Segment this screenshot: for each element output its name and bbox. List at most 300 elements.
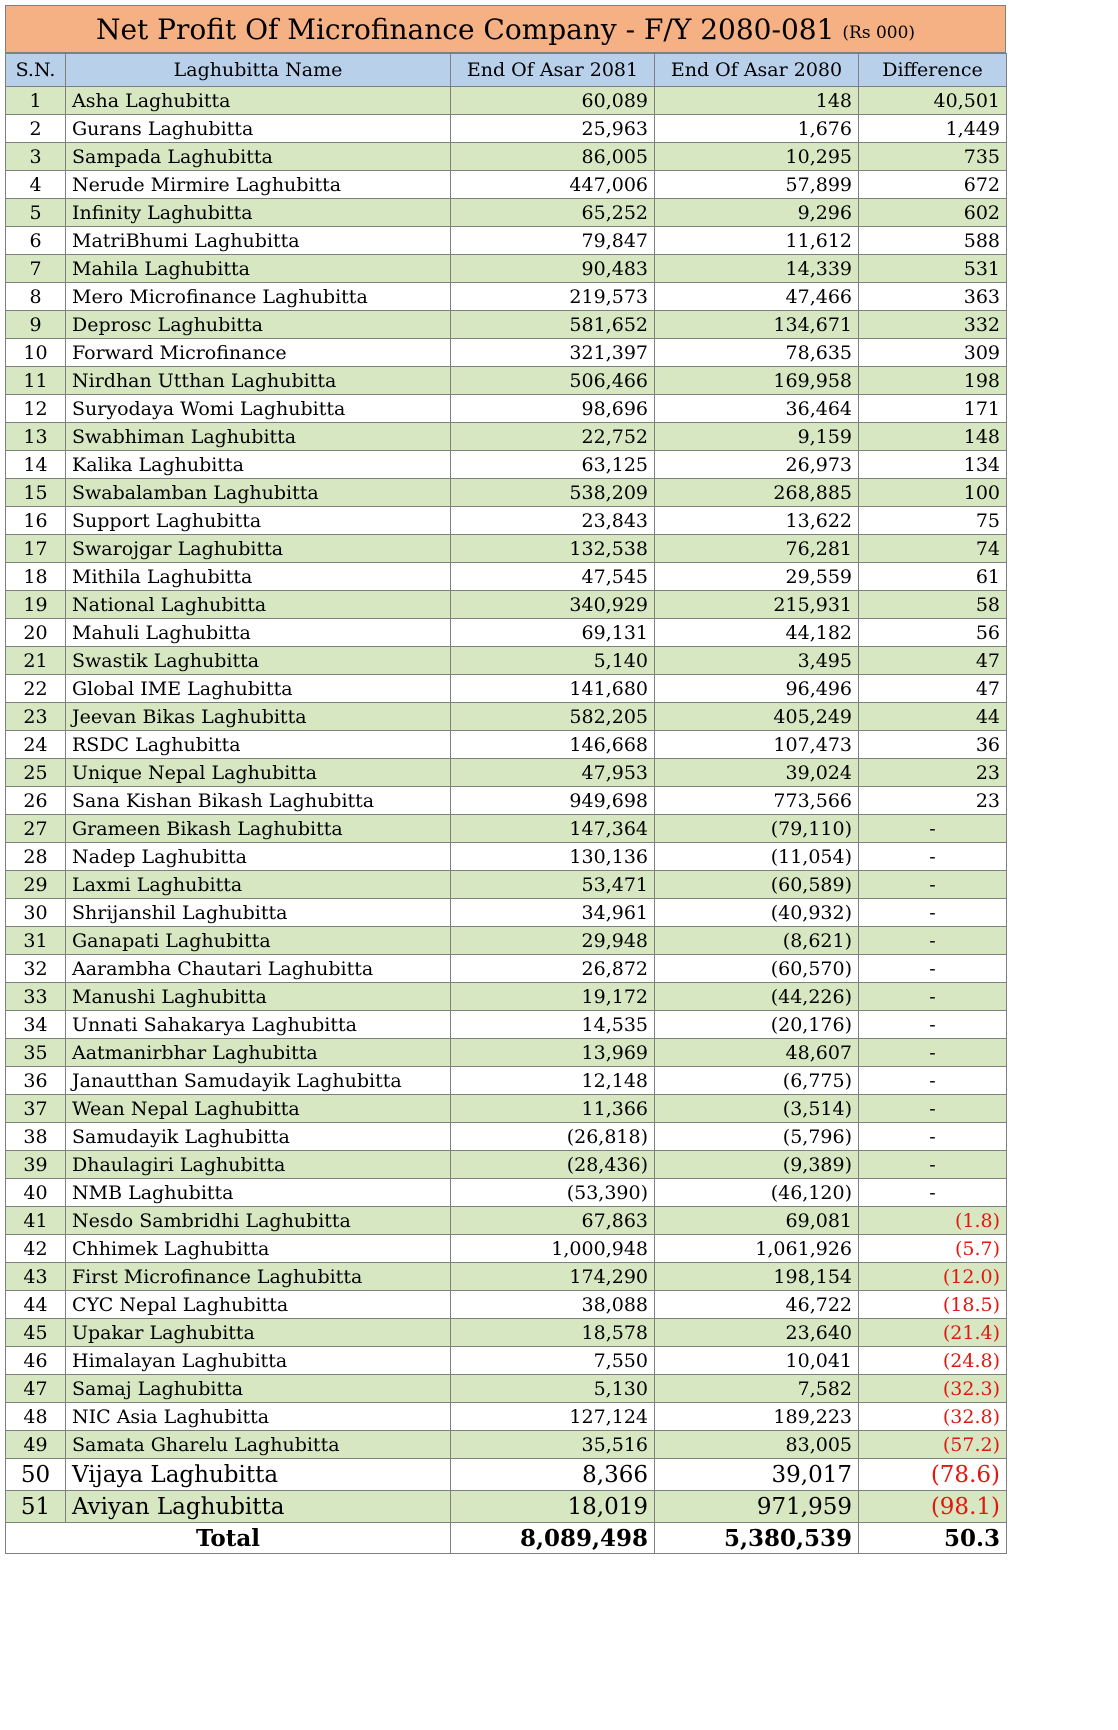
cell-asar-2080: (5,796) [655,1123,859,1151]
cell-name: Aarambha Chautari Laghubitta [66,955,451,983]
cell-asar-2081: 67,863 [451,1207,655,1235]
cell-asar-2080: 10,295 [655,143,859,171]
table-row [6,759,1007,787]
cell-asar-2081: 340,929 [451,591,655,619]
cell-asar-2080: 14,339 [655,255,859,283]
cell-sn: 46 [6,1347,66,1375]
table-row [6,675,1007,703]
cell-asar-2081: 34,961 [451,899,655,927]
cell-asar-2080: 39,024 [655,759,859,787]
cell-asar-2081: 132,538 [451,535,655,563]
cell-name: Samaj Laghubitta [66,1375,451,1403]
cell-difference: 61 [859,563,1007,591]
cell-sn: 15 [6,479,66,507]
cell-name: Himalayan Laghubitta [66,1347,451,1375]
table-row [6,283,1007,311]
cell-asar-2081: 141,680 [451,675,655,703]
table-row [6,1011,1007,1039]
cell-asar-2080: (60,570) [655,955,859,983]
cell-asar-2081: 53,471 [451,871,655,899]
header-asar-2080: End Of Asar 2080 [655,54,859,87]
cell-name: Mithila Laghubitta [66,563,451,591]
cell-name: Unique Nepal Laghubitta [66,759,451,787]
table-row [6,871,1007,899]
cell-asar-2081: 60,089 [451,87,655,115]
cell-name: Support Laghubitta [66,507,451,535]
cell-asar-2081: 13,969 [451,1039,655,1067]
cell-asar-2081: 25,963 [451,115,655,143]
table-row [6,1459,1007,1491]
table-row [6,1403,1007,1431]
cell-difference: 602 [859,199,1007,227]
cell-name: Mero Microfinance Laghubitta [66,283,451,311]
cell-name: Manushi Laghubitta [66,983,451,1011]
cell-difference: 134 [859,451,1007,479]
cell-asar-2080: (79,110) [655,815,859,843]
table-row [6,955,1007,983]
cell-difference: 332 [859,311,1007,339]
cell-asar-2080: (6,775) [655,1067,859,1095]
table-row [6,87,1007,115]
cell-asar-2081: 174,290 [451,1263,655,1291]
table-row [6,171,1007,199]
cell-sn: 7 [6,255,66,283]
cell-difference: (5.7) [859,1235,1007,1263]
cell-difference: 735 [859,143,1007,171]
table-row [6,1235,1007,1263]
cell-asar-2080: 405,249 [655,703,859,731]
cell-difference: (57.2) [859,1431,1007,1459]
table-row [6,1151,1007,1179]
cell-asar-2080: (11,054) [655,843,859,871]
cell-asar-2080: (46,120) [655,1179,859,1207]
cell-asar-2080: 57,899 [655,171,859,199]
cell-sn: 37 [6,1095,66,1123]
table-row [6,1123,1007,1151]
cell-sn: 26 [6,787,66,815]
table-row [6,367,1007,395]
cell-asar-2080: 215,931 [655,591,859,619]
cell-sn: 47 [6,1375,66,1403]
cell-asar-2081: 14,535 [451,1011,655,1039]
cell-asar-2081: 147,364 [451,815,655,843]
cell-asar-2081: 19,172 [451,983,655,1011]
cell-name: Nesdo Sambridhi Laghubitta [66,1207,451,1235]
cell-name: National Laghubitta [66,591,451,619]
cell-sn: 35 [6,1039,66,1067]
cell-asar-2080: (60,589) [655,871,859,899]
cell-asar-2081: 11,366 [451,1095,655,1123]
table-row [6,311,1007,339]
cell-asar-2080: 48,607 [655,1039,859,1067]
cell-sn: 38 [6,1123,66,1151]
cell-asar-2080: (44,226) [655,983,859,1011]
cell-asar-2081: 582,205 [451,703,655,731]
cell-asar-2081: 18,019 [451,1491,655,1523]
cell-asar-2080: 46,722 [655,1291,859,1319]
cell-name: Shrijanshil Laghubitta [66,899,451,927]
table-title-unit: (Rs 000) [842,23,916,43]
cell-asar-2080: (8,621) [655,927,859,955]
cell-asar-2081: 29,948 [451,927,655,955]
cell-sn: 8 [6,283,66,311]
cell-asar-2081: 69,131 [451,619,655,647]
cell-sn: 27 [6,815,66,843]
cell-name: Nadep Laghubitta [66,843,451,871]
cell-asar-2080: (40,932) [655,899,859,927]
cell-difference: 100 [859,479,1007,507]
table-row [6,843,1007,871]
cell-sn: 22 [6,675,66,703]
table-row [6,1491,1007,1523]
cell-name: Mahila Laghubitta [66,255,451,283]
cell-asar-2081: 447,006 [451,171,655,199]
cell-difference: (12.0) [859,1263,1007,1291]
table-title-text: Net Profit Of Microfinance Company - F/Y 2080-081 [95,12,835,46]
cell-name: Vijaya Laghubitta [66,1459,451,1491]
cell-difference: - [859,843,1007,871]
cell-difference: (24.8) [859,1347,1007,1375]
cell-asar-2081: 35,516 [451,1431,655,1459]
cell-asar-2081: 63,125 [451,451,655,479]
cell-asar-2080: 23,640 [655,1319,859,1347]
cell-difference: (18.5) [859,1291,1007,1319]
cell-difference: - [859,1067,1007,1095]
cell-sn: 23 [6,703,66,731]
cell-asar-2080: 83,005 [655,1431,859,1459]
cell-sn: 42 [6,1235,66,1263]
table-row [6,1263,1007,1291]
total-label: Total [6,1523,451,1554]
cell-asar-2081: 38,088 [451,1291,655,1319]
table-row [6,1179,1007,1207]
cell-asar-2081: 98,696 [451,395,655,423]
cell-asar-2080: 189,223 [655,1403,859,1431]
cell-name: Swarojgar Laghubitta [66,535,451,563]
cell-asar-2080: (3,514) [655,1095,859,1123]
cell-name: Aviyan Laghubitta [66,1491,451,1523]
cell-sn: 6 [6,227,66,255]
cell-asar-2080: 78,635 [655,339,859,367]
cell-difference: 672 [859,171,1007,199]
cell-sn: 13 [6,423,66,451]
cell-sn: 50 [6,1459,66,1491]
cell-asar-2081: 538,209 [451,479,655,507]
cell-name: NIC Asia Laghubitta [66,1403,451,1431]
table-row [6,395,1007,423]
cell-sn: 21 [6,647,66,675]
table-row [6,451,1007,479]
cell-sn: 20 [6,619,66,647]
cell-difference: - [859,1095,1007,1123]
cell-asar-2080: 9,296 [655,199,859,227]
cell-asar-2080: 148 [655,87,859,115]
table-row [6,339,1007,367]
cell-sn: 31 [6,927,66,955]
cell-asar-2080: 169,958 [655,367,859,395]
table-row [6,647,1007,675]
table-row [6,1207,1007,1235]
cell-asar-2080: 11,612 [655,227,859,255]
table-row [6,899,1007,927]
header-row [6,54,1007,87]
cell-asar-2081: 506,466 [451,367,655,395]
cell-asar-2081: 219,573 [451,283,655,311]
cell-asar-2081: 130,136 [451,843,655,871]
cell-sn: 25 [6,759,66,787]
cell-difference: - [859,1123,1007,1151]
cell-sn: 17 [6,535,66,563]
cell-name: Unnati Sahakarya Laghubitta [66,1011,451,1039]
cell-asar-2080: 268,885 [655,479,859,507]
cell-sn: 34 [6,1011,66,1039]
table-row [6,1347,1007,1375]
total-row [6,1523,1007,1554]
cell-difference: 198 [859,367,1007,395]
cell-asar-2080: 3,495 [655,647,859,675]
table-row [6,143,1007,171]
cell-sn: 48 [6,1403,66,1431]
cell-difference: (21.4) [859,1319,1007,1347]
cell-name: Jeevan Bikas Laghubitta [66,703,451,731]
cell-sn: 18 [6,563,66,591]
table-row [6,563,1007,591]
total-difference: 50.3 [859,1523,1007,1554]
cell-name: Asha Laghubitta [66,87,451,115]
cell-asar-2081: 22,752 [451,423,655,451]
cell-name: Aatmanirbhar Laghubitta [66,1039,451,1067]
cell-asar-2081: 581,652 [451,311,655,339]
table-row [6,1095,1007,1123]
table-row [6,535,1007,563]
cell-asar-2081: 79,847 [451,227,655,255]
table-row [6,227,1007,255]
table-row [6,1291,1007,1319]
total-asar-2080: 5,380,539 [655,1523,859,1554]
cell-asar-2080: 7,582 [655,1375,859,1403]
cell-asar-2080: 96,496 [655,675,859,703]
table-title [5,5,1006,53]
cell-difference: - [859,815,1007,843]
table-row [6,787,1007,815]
cell-difference: 47 [859,647,1007,675]
cell-difference: - [859,1011,1007,1039]
cell-name: Nirdhan Utthan Laghubitta [66,367,451,395]
table-row [6,1375,1007,1403]
cell-asar-2080: (20,176) [655,1011,859,1039]
cell-asar-2081: 47,545 [451,563,655,591]
cell-name: Samata Gharelu Laghubitta [66,1431,451,1459]
cell-difference: 74 [859,535,1007,563]
cell-difference: - [859,899,1007,927]
cell-difference: 44 [859,703,1007,731]
cell-sn: 2 [6,115,66,143]
cell-name: MatriBhumi Laghubitta [66,227,451,255]
header-sn: S.N. [6,54,66,87]
cell-asar-2081: 86,005 [451,143,655,171]
cell-asar-2080: 1,676 [655,115,859,143]
cell-asar-2081: 7,550 [451,1347,655,1375]
cell-name: Laxmi Laghubitta [66,871,451,899]
cell-asar-2080: 36,464 [655,395,859,423]
cell-difference: 75 [859,507,1007,535]
cell-asar-2080: 69,081 [655,1207,859,1235]
cell-difference: 58 [859,591,1007,619]
cell-name: Nerude Mirmire Laghubitta [66,171,451,199]
cell-sn: 36 [6,1067,66,1095]
cell-asar-2080: 134,671 [655,311,859,339]
profit-table-sheet [5,5,1006,1554]
profit-table [5,53,1007,1554]
cell-sn: 3 [6,143,66,171]
cell-name: CYC Nepal Laghubitta [66,1291,451,1319]
table-row [6,815,1007,843]
cell-name: Forward Microfinance [66,339,451,367]
cell-difference: 40,501 [859,87,1007,115]
cell-sn: 49 [6,1431,66,1459]
cell-asar-2080: 29,559 [655,563,859,591]
table-row [6,591,1007,619]
cell-difference: 1,449 [859,115,1007,143]
cell-asar-2080: 26,973 [655,451,859,479]
cell-difference: (32.8) [859,1403,1007,1431]
cell-difference: 588 [859,227,1007,255]
table-row [6,983,1007,1011]
cell-asar-2080: 13,622 [655,507,859,535]
cell-name: Sampada Laghubitta [66,143,451,171]
cell-asar-2081: 18,578 [451,1319,655,1347]
cell-sn: 28 [6,843,66,871]
cell-difference: 47 [859,675,1007,703]
cell-difference: (78.6) [859,1459,1007,1491]
cell-asar-2081: 321,397 [451,339,655,367]
cell-difference: 23 [859,759,1007,787]
cell-sn: 44 [6,1291,66,1319]
table-row [6,255,1007,283]
header-difference: Difference [859,54,1007,87]
table-row [6,507,1007,535]
header-name: Laghubitta Name [66,54,451,87]
cell-difference: - [859,983,1007,1011]
cell-sn: 24 [6,731,66,759]
cell-sn: 14 [6,451,66,479]
cell-asar-2080: 1,061,926 [655,1235,859,1263]
cell-difference: 148 [859,423,1007,451]
cell-asar-2080: 107,473 [655,731,859,759]
cell-difference: 171 [859,395,1007,423]
cell-name: Wean Nepal Laghubitta [66,1095,451,1123]
cell-name: Deprosc Laghubitta [66,311,451,339]
cell-difference: - [859,927,1007,955]
cell-sn: 10 [6,339,66,367]
cell-asar-2080: 9,159 [655,423,859,451]
cell-asar-2081: (26,818) [451,1123,655,1151]
cell-asar-2081: 5,130 [451,1375,655,1403]
cell-difference: - [859,871,1007,899]
cell-asar-2081: 65,252 [451,199,655,227]
cell-sn: 51 [6,1491,66,1523]
table-row [6,703,1007,731]
cell-sn: 29 [6,871,66,899]
cell-name: Kalika Laghubitta [66,451,451,479]
cell-name: Sana Kishan Bikash Laghubitta [66,787,451,815]
cell-difference: - [859,1039,1007,1067]
cell-name: Samudayik Laghubitta [66,1123,451,1151]
cell-sn: 11 [6,367,66,395]
cell-asar-2081: 8,366 [451,1459,655,1491]
cell-sn: 16 [6,507,66,535]
cell-sn: 12 [6,395,66,423]
cell-name: Swabalamban Laghubitta [66,479,451,507]
cell-asar-2080: 10,041 [655,1347,859,1375]
cell-name: Upakar Laghubitta [66,1319,451,1347]
cell-name: Global IME Laghubitta [66,675,451,703]
cell-asar-2081: (53,390) [451,1179,655,1207]
cell-name: Ganapati Laghubitta [66,927,451,955]
cell-difference: - [859,955,1007,983]
cell-difference: 56 [859,619,1007,647]
cell-asar-2081: (28,436) [451,1151,655,1179]
cell-sn: 19 [6,591,66,619]
cell-asar-2081: 127,124 [451,1403,655,1431]
table-row [6,1431,1007,1459]
cell-name: Dhaulagiri Laghubitta [66,1151,451,1179]
cell-sn: 30 [6,899,66,927]
cell-asar-2081: 5,140 [451,647,655,675]
cell-sn: 1 [6,87,66,115]
table-row [6,619,1007,647]
cell-name: Swastik Laghubitta [66,647,451,675]
cell-difference: 309 [859,339,1007,367]
cell-sn: 43 [6,1263,66,1291]
cell-name: Infinity Laghubitta [66,199,451,227]
table-row [6,1067,1007,1095]
cell-name: RSDC Laghubitta [66,731,451,759]
cell-asar-2080: 198,154 [655,1263,859,1291]
cell-name: Chhimek Laghubitta [66,1235,451,1263]
cell-sn: 45 [6,1319,66,1347]
table-row [6,199,1007,227]
cell-name: Janautthan Samudayik Laghubitta [66,1067,451,1095]
cell-sn: 40 [6,1179,66,1207]
cell-name: Suryodaya Womi Laghubitta [66,395,451,423]
table-row [6,927,1007,955]
table-row [6,115,1007,143]
cell-asar-2080: 971,959 [655,1491,859,1523]
cell-name: Swabhiman Laghubitta [66,423,451,451]
cell-difference: (98.1) [859,1491,1007,1523]
cell-asar-2081: 47,953 [451,759,655,787]
cell-difference: 23 [859,787,1007,815]
cell-asar-2081: 1,000,948 [451,1235,655,1263]
cell-name: Mahuli Laghubitta [66,619,451,647]
cell-name: First Microfinance Laghubitta [66,1263,451,1291]
table-row [6,423,1007,451]
cell-difference: 531 [859,255,1007,283]
cell-asar-2081: 90,483 [451,255,655,283]
cell-difference: - [859,1151,1007,1179]
cell-asar-2081: 146,668 [451,731,655,759]
cell-sn: 39 [6,1151,66,1179]
cell-asar-2080: 773,566 [655,787,859,815]
cell-difference: (32.3) [859,1375,1007,1403]
cell-asar-2081: 23,843 [451,507,655,535]
cell-name: Grameen Bikash Laghubitta [66,815,451,843]
cell-asar-2081: 949,698 [451,787,655,815]
cell-asar-2080: 76,281 [655,535,859,563]
table-row [6,1319,1007,1347]
cell-difference: 36 [859,731,1007,759]
